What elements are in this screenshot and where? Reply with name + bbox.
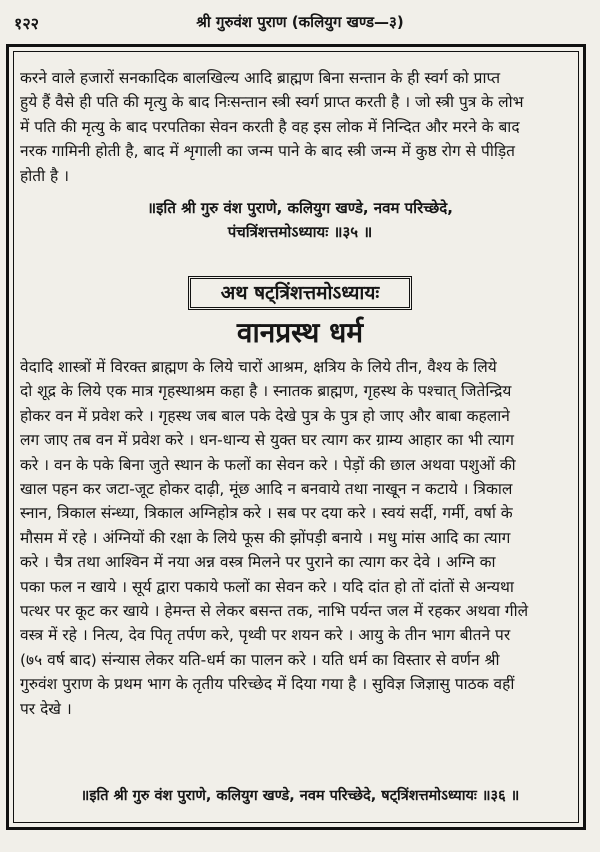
page-header [0,0,600,44]
colophon-line: पंचत्रिंशत्तमोऽध्यायः ॥३५ ॥ [227,223,373,241]
main-paragraph [20,355,580,721]
text-line: नरक गामिनी होती है, बाद में शृगाली का जन्म पाने के बाद स्त्री जन्म में कुष्ठ रोग से पीड़ित [20,142,516,161]
chapter-title: वानप्रस्थ धर्म [236,316,364,349]
top-paragraph [20,66,580,188]
text-line: में पति की मृत्यु के बाद परपतिका सेवन करती है वह इस लोक में निन्दित और मरने के बाद [20,117,520,136]
text-line: करे । चैत्र तथा आश्विन में नया अन्न वस्त्र मिलने पर पुराने का त्याग कर देवे । अग्नि का [20,553,496,572]
text-line: मौसम में रहे । अंग्नियों की रक्षा के लिये फूस की झोंपड़ी बनाये । मधु मांस आदि का त्याग [20,528,511,547]
text-line: वस्त्र में रहे । नित्य, देव पितृ तर्पण करे, पृथ्वी पर शयन करे । आयु के तीन भाग बीतने पर [20,626,511,645]
colophon-line: ॥इति श्री गुरु वंश पुराणे, कलियुग खण्डे, नवम परिच्छेदे, [147,199,453,217]
text-line: पत्थर पर कूट कर खाये । हेमन्त से लेकर बसन्त तक, नाभि पर्यन्त जल में रहकर अथवा गीले [20,602,529,621]
colophon-chapter-35 [20,196,580,244]
page-number: १२२ [14,14,39,33]
text-line: पका फल न खाये । सूर्य द्वारा पकाये फलों का सेवन करे । यदि दांत हो तों दांतों से अन्यथा [20,577,514,596]
text-line: होकर वन में प्रवेश करे । गृहस्थ जब बाल पके देखे पुत्र के पुत्र हो जाए और बाबा कहलाने [20,406,510,425]
text-line: वेदादि शास्त्रों में विरक्त ब्राह्मण के लिये चारों आश्रम, क्षत्रिय के लिये तीन, वैश्य के लिये [20,358,497,376]
text-line: खाल पहन कर जटा-जूट होकर दाढ़ी, मूंछ आदि न बनवाये तथा नाखून न कटाये । त्रिकाल [20,480,513,499]
colophon-chapter-36: ॥इति श्री गुरु वंश पुराणे, कलियुग खण्डे, नवम परिच्छेदे, षट्त्रिंशत्तमोऽध्यायः ॥३६ ॥ [80,788,520,804]
text-line: स्नान, त्रिकाल संन्ध्या, त्रिकाल अग्निहोत्र करे । सब पर दया करे । स्वयं सर्दी, गर्मी, वर्षा के [20,504,513,523]
text-line: दो शूद्र के लिये एक मात्र गृहस्थाश्रम कहा है । स्नातक ब्राह्मण, गृहस्थ के पश्चात् जितेन्द्रिय [20,382,512,401]
text-line: पर देखे । [20,699,72,718]
text-line: लग जाए तब वन में प्रवेश करे । धन-धान्य से युक्त घर त्याग कर ग्राम्य आहार का भी त्याग [20,431,514,450]
text-line: होती है । [20,166,70,185]
running-title: श्री गुरुवंश पुराण (कलियुग खण्ड—३) [196,13,404,31]
text-line: हुये हैं वैसे ही पति की मृत्यु के बाद निःसन्तान स्त्री स्वर्ग प्राप्त करती है । जो स्त्री पुत्र के लोभ [20,93,524,112]
chapter-heading-box: अथ षट्त्रिंशत्तमोऽध्यायः [188,276,412,310]
text-line: करने वाले हजारों सनकादिक बालखिल्य आदि ब्राह्मण बिना सन्तान के ही स्वर्ग को प्राप्त [20,69,501,87]
text-line: गुरुवंश पुराण के प्रथम भाग के तृतीय परिच्छेद में दिया गया है । सुविज्ञ जिज्ञासु पाठक वहीं [20,675,515,694]
text-line: (७५ वर्ष बाद) संन्यास लेकर यति-धर्म का पालन करे । यति धर्म का विस्तार से वर्णन श्री [20,650,500,669]
text-line: करे । वन के पके बिना जुते स्थान के फलों का सेवन करे । पेड़ों की छाल अथवा पशुओं की [20,455,516,474]
